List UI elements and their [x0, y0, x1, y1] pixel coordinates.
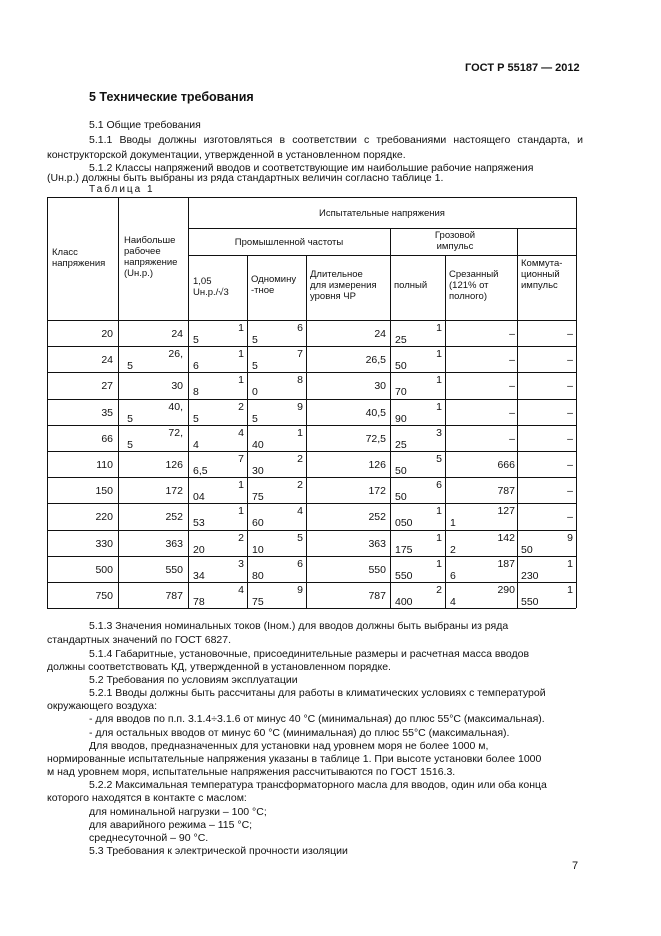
altitude-paragraph-cont2: м над уровнем моря, испытательные напряжения рассчитываются по ГОСТ 1516.3.	[47, 766, 456, 778]
table-rule	[47, 503, 576, 504]
table-rule	[47, 530, 576, 531]
paragraph-5-1-2: 5.1.2 Классы напряжений вводов и соответствующие им наибольшие рабочие напряжения	[89, 162, 534, 174]
table-cell: –	[567, 432, 573, 445]
table-cell: 6	[450, 569, 456, 582]
table-cell: 220	[95, 511, 113, 524]
table-cell: 363	[165, 537, 183, 550]
table-cell: 90	[395, 412, 407, 425]
table-cell: 1	[436, 374, 442, 387]
table-cell: 0	[252, 386, 258, 399]
table-cell: 2	[450, 543, 456, 556]
paragraph-5-1-2-cont: (Uн.р.) должны быть выбраны из ряда стандартных величин согласно таблице 1.	[47, 172, 444, 184]
table-cell: 5	[193, 412, 199, 425]
table-cell: 50	[395, 360, 407, 373]
header-one-minute: Одномину -тное	[251, 274, 297, 296]
table-cell: 1	[238, 374, 244, 387]
table-cell: 6	[193, 360, 199, 373]
paragraph-5-1-4: 5.1.4 Габаритные, установочные, присоединительные размеры и расчетная масса вводов	[89, 648, 530, 660]
table-rule	[47, 451, 576, 452]
table-cell: 5	[193, 334, 199, 346]
temp-emergency: для аварийного режима – 115 °С;	[89, 819, 253, 831]
table-cell: 1	[436, 505, 442, 518]
table-cell: 172	[368, 485, 386, 498]
table-cell: 4	[297, 505, 303, 518]
table-cell: 142	[497, 531, 515, 544]
table-cell: 6	[436, 479, 442, 492]
paragraph-5-1-3: 5.1.3 Значения номинальных токов (Iном.) для вводов должны быть выбраны из ряда	[89, 620, 509, 632]
table-cell: 2	[436, 584, 442, 596]
table-cell: 110	[96, 459, 113, 471]
table-cell: 5	[436, 453, 442, 465]
table-cell: 2	[297, 453, 303, 465]
table-cell: 24	[101, 354, 113, 367]
table-cell: 35	[101, 406, 113, 419]
paragraph-5-1-4-cont: должны соответствовать КД, утвержденной в установленном порядке.	[47, 661, 391, 673]
header-switching: Коммута- ционный импульс	[521, 258, 563, 291]
header-class: Класс напряжения	[52, 247, 106, 269]
table-cell: 20	[101, 328, 113, 340]
table-cell: 80	[252, 569, 264, 582]
table-cell: 50	[521, 543, 533, 556]
table-cell: 7	[297, 348, 303, 361]
table-cell: 230	[521, 569, 539, 582]
table-cell: 5	[127, 360, 133, 373]
table-cell: 1	[567, 557, 573, 570]
table-cell: 78	[193, 596, 205, 608]
table-cell: 1	[567, 584, 573, 596]
table-cell: 8	[193, 386, 199, 399]
table-1	[47, 197, 576, 608]
section-title: 5 Технические требования	[89, 90, 254, 104]
table-cell: 5	[252, 412, 258, 425]
header-industrial-frequency: Промышленной частоты	[234, 237, 344, 248]
paragraph-5-2-2-cont: которого находятся в контакте с маслом:	[47, 792, 247, 804]
table-cell: 2	[238, 400, 244, 413]
table-cell: 30	[374, 380, 386, 393]
table-cell: 1	[436, 322, 442, 334]
table-cell: 172	[165, 485, 183, 498]
table-cell: 5	[252, 360, 258, 373]
table-cell: 8	[297, 374, 303, 387]
table-cell: 2	[297, 479, 303, 492]
table-cell: 550	[521, 596, 539, 608]
paragraph-5-2-2: 5.2.2 Максимальная температура трансформаторного масла для вводов, один или оба конца	[89, 779, 547, 791]
table-cell: 1	[436, 400, 442, 413]
table-cell: 53	[193, 517, 205, 530]
table-rule	[47, 346, 576, 347]
table-cell: 1	[238, 505, 244, 518]
table-cell: 9	[567, 531, 573, 544]
table-cell: 4	[238, 584, 244, 596]
table-cell: 187	[497, 557, 515, 570]
header-long-duration: Длительное для измерения уровня ЧР	[310, 269, 377, 302]
table-cell: –	[509, 406, 515, 419]
table-cell: 550	[395, 569, 413, 582]
paragraph-5-2-1-cont: окружающего воздуха:	[47, 700, 158, 712]
bullet-range-2: - для остальных вводов от минус 60 °С (минимальная) до плюс 55°С (максимальная).	[89, 727, 510, 739]
table-cell: 6,5	[193, 465, 208, 477]
table-rule	[47, 197, 576, 198]
table-cell: 550	[368, 563, 386, 576]
table-rule	[47, 477, 576, 478]
table-cell: 127	[497, 505, 515, 518]
table-cell: 290	[497, 584, 515, 596]
table-cell: 6	[297, 322, 303, 334]
standard-header: ГОСТ Р 55187 — 2012	[465, 62, 580, 74]
table-rule	[47, 582, 576, 583]
table-cell: 30	[171, 380, 183, 393]
table-cell: 2	[238, 531, 244, 544]
table-cell: –	[567, 485, 573, 498]
table-cell: 500	[95, 563, 113, 576]
header-full: полный	[394, 280, 428, 291]
table-cell: 6	[297, 557, 303, 570]
table-cell: 9	[297, 400, 303, 413]
altitude-paragraph-cont: нормированные испытательные напряжения указаны в таблице 1. При высоте установки более 1000	[47, 753, 542, 765]
table-cell: 363	[368, 537, 386, 550]
table-cell: 1	[436, 557, 442, 570]
table-cell: 26,	[168, 348, 183, 361]
table-rule	[390, 228, 391, 608]
header-105: 1,05 Uн.р./√3	[193, 276, 229, 298]
table-cell: 34	[193, 569, 205, 582]
paragraph-5-2: 5.2 Требования по условиям эксплуатации	[89, 674, 298, 686]
table-cell: 1	[238, 348, 244, 361]
table-cell: 787	[368, 590, 386, 602]
table-cell: –	[509, 432, 515, 445]
table-cell: 10	[252, 543, 264, 556]
table-cell: 126	[165, 459, 183, 471]
table-cell: 25	[395, 438, 407, 451]
table-cell: 787	[165, 590, 183, 602]
table-cell: 252	[368, 511, 386, 524]
table-cell: 25	[395, 334, 407, 346]
table-cell: 666	[497, 459, 515, 471]
table-cell: 50	[395, 491, 407, 504]
table-cell: 330	[95, 537, 113, 550]
table-cell: –	[509, 328, 515, 340]
table-cell: 60	[252, 517, 264, 530]
table-cell: 550	[165, 563, 183, 576]
table-cell: 4	[238, 426, 244, 439]
table-cell: 4	[193, 438, 199, 451]
header-lightning-impulse: Грозовой импульс	[434, 230, 476, 252]
table-cell: 5	[252, 334, 258, 346]
table-cell: –	[567, 328, 573, 340]
table-cell: 30	[252, 465, 264, 477]
page-number: 7	[572, 860, 579, 872]
table-cell: 9	[297, 584, 303, 596]
table-rule	[576, 197, 577, 608]
table-cell: 400	[395, 596, 413, 608]
table-caption: Таблица 1	[89, 184, 155, 195]
table-cell: 50	[395, 465, 407, 477]
paragraph-5-1-1: 5.1.1 Вводы должны изготовляться в соответствии с требованиями настоящего стандарта, и конструкторской документации, утвержденной в установленном порядке.	[47, 134, 583, 161]
table-cell: 75	[252, 491, 264, 504]
table-rule	[47, 320, 576, 321]
bullet-range-1: - для вводов по п.п. 3.1.4÷3.1.6 от минус 40 °С (минимальная) до плюс 55°С (максимальная).	[89, 713, 545, 725]
table-cell: 150	[95, 485, 113, 498]
table-cell: –	[567, 459, 573, 471]
paragraph-5-1: 5.1 Общие требования	[89, 119, 201, 131]
table-cell: 750	[95, 590, 113, 602]
table-cell: 787	[497, 485, 515, 498]
table-cell: 04	[193, 491, 205, 504]
table-cell: 1	[297, 426, 303, 439]
table-cell: 252	[165, 511, 183, 524]
table-cell: 050	[395, 517, 413, 530]
table-cell: –	[567, 354, 573, 367]
table-cell: 175	[395, 543, 413, 556]
table-cell: 3	[436, 426, 442, 439]
altitude-paragraph: Для вводов, предназначенных для установки над уровнем моря не более 1000 м,	[89, 740, 489, 752]
temp-daily: среднесуточной – 90 °С.	[89, 832, 209, 844]
table-cell: –	[567, 511, 573, 524]
paragraph-5-1-3-cont: стандартных значений по ГОСТ 6827.	[47, 634, 232, 646]
header-cut: Срезанный (121% от полного)	[449, 269, 499, 302]
table-cell: 27	[101, 380, 113, 393]
table-cell: 5	[127, 438, 133, 451]
table-cell: 24	[171, 328, 183, 340]
header-test-voltages: Испытательные напряжения	[319, 208, 445, 219]
table-cell: 40,5	[365, 406, 386, 419]
table-cell: 40	[252, 438, 264, 451]
temp-nominal: для номинальной нагрузки – 100 °С;	[89, 806, 267, 818]
table-rule	[47, 556, 576, 557]
table-cell: 1	[238, 322, 244, 334]
table-rule	[47, 608, 576, 609]
table-cell: 1	[436, 348, 442, 361]
table-cell: 4	[450, 596, 456, 608]
table-cell: 26,5	[365, 354, 386, 367]
table-cell: 5	[127, 412, 133, 425]
table-rule	[47, 399, 576, 400]
table-cell: 72,	[168, 426, 183, 439]
table-cell: –	[567, 406, 573, 419]
table-cell: 66	[101, 432, 113, 445]
table-cell: 1	[238, 479, 244, 492]
table-cell: –	[509, 354, 515, 367]
table-cell: 75	[252, 596, 264, 608]
table-cell: 7	[238, 453, 244, 465]
table-cell: 3	[238, 557, 244, 570]
table-rule	[47, 425, 576, 426]
table-rule	[47, 372, 576, 373]
table-cell: 5	[297, 531, 303, 544]
header-max-voltage: Наибольше рабочее напряжение (Uн.р.)	[124, 235, 178, 279]
table-cell: 24	[374, 328, 386, 340]
table-cell: 72,5	[365, 432, 386, 445]
table-cell: 1	[450, 517, 456, 530]
paragraph-5-3: 5.3 Требования к электрической прочности изоляции	[89, 845, 348, 857]
table-cell: –	[509, 380, 515, 393]
table-cell: 126	[368, 459, 386, 471]
table-cell: 1	[436, 531, 442, 544]
table-cell: 70	[395, 386, 407, 399]
table-cell: 20	[193, 543, 205, 556]
paragraph-5-2-1: 5.2.1 Вводы должны быть рассчитаны для работы в климатических условиях с температурой	[89, 687, 546, 699]
table-cell: 40,	[168, 400, 183, 413]
table-cell: –	[567, 380, 573, 393]
